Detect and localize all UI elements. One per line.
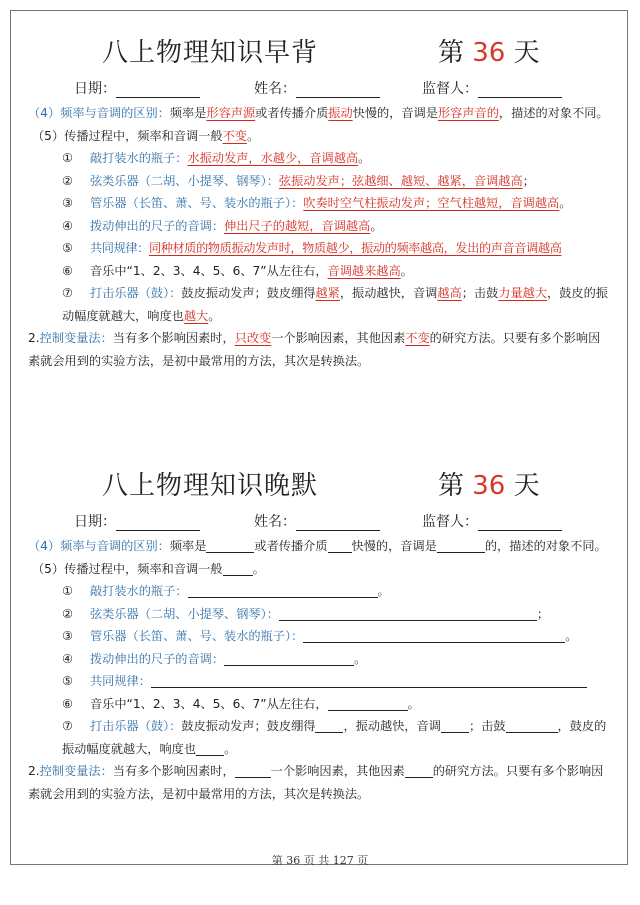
q5-heading: （5）传播过程中，频率和音调一般 [32, 128, 223, 143]
supervisor-field[interactable] [422, 78, 562, 98]
date-blank[interactable] [116, 515, 200, 531]
item-number: ② [62, 173, 73, 188]
supervisor-label: 监督人： [422, 514, 478, 530]
page-footer: 第 36 页 共 127 页 [271, 854, 369, 867]
q4-text: 或者传播介质 [255, 106, 329, 120]
list-item [28, 215, 612, 238]
fill-blank[interactable] [196, 741, 224, 756]
item-number: ① [62, 151, 73, 165]
q4-text: ，描述的对象不同。 [498, 106, 609, 120]
item-end: 。 [370, 218, 383, 233]
list-item [28, 670, 612, 693]
item-answer: 弦振动发声；弦越细、越短、越紧，音调越高 [278, 173, 523, 188]
item-label: 敲打装水的瓶子： [90, 151, 188, 165]
list-item [28, 282, 612, 327]
section-number: 2. [28, 764, 40, 778]
date-blank[interactable] [116, 82, 200, 98]
q5-line [28, 558, 612, 581]
supervisor-blank[interactable] [478, 515, 562, 531]
list-item [28, 625, 612, 648]
item-text: 鼓皮振动发声；鼓皮绷得 [181, 286, 316, 300]
list-item [28, 580, 612, 603]
q5-heading: （5）传播过程中，频率和音调一般 [32, 561, 223, 576]
fill-blank[interactable] [437, 538, 485, 553]
fill-blank[interactable] [188, 583, 378, 598]
item-answer: 音调越来越高 [327, 263, 401, 278]
evening-title: 八上物理知识晚默 [102, 471, 319, 501]
item-end: 。 [559, 196, 572, 210]
day-number: 36 [472, 471, 506, 501]
evening-header [10, 445, 628, 501]
item-text: 。 [208, 308, 221, 323]
fill-blank[interactable] [315, 718, 343, 733]
fill-blank[interactable] [223, 561, 253, 576]
list-item [28, 648, 612, 671]
fill-blank[interactable] [328, 696, 408, 711]
item-text: 鼓皮振动发声；鼓皮绷得 [181, 719, 316, 733]
control-label: 控制变量法： [39, 764, 113, 778]
q4-paragraph [28, 535, 612, 558]
q4-text: 快慢的，音调是 [352, 106, 438, 120]
fill-blank[interactable] [303, 628, 565, 643]
name-label: 姓名： [254, 514, 296, 530]
item-text: ，鼓皮的振动幅度就越大，响度也 [62, 286, 608, 323]
control-answer: 不变 [405, 331, 430, 345]
item-answer: 力量越大 [498, 286, 548, 300]
q4-answer: 形容声音的 [437, 106, 499, 120]
q4-answer: 振动 [328, 106, 353, 120]
evening-fields [10, 501, 628, 535]
q4-text: 的，描述的对象不同。 [484, 539, 607, 553]
item-number: ⑤ [62, 241, 73, 255]
item-label: 弦类乐器（二胡、小提琴、钢琴）： [90, 173, 279, 188]
item-end: 。 [377, 584, 390, 598]
item-number: ① [62, 584, 73, 598]
item-label: 管乐器（长笛、萧、号、装水的瓶子）： [90, 629, 304, 643]
evening-content [10, 535, 628, 805]
item-end: 。 [358, 151, 371, 165]
item-number: ④ [62, 651, 73, 666]
control-answer: 只改变 [234, 331, 272, 345]
item-number: ② [62, 606, 73, 621]
list-item [28, 603, 612, 626]
morning-day [438, 32, 540, 69]
item-number: ④ [62, 218, 73, 233]
q5-end: 。 [252, 561, 265, 576]
item-answer: 吹奏时空气柱振动发声；空气柱越短，音调越高 [303, 196, 560, 210]
q4-text: 快慢的，音调是 [351, 539, 437, 553]
supervisor-label: 监督人： [422, 81, 478, 97]
date-field[interactable] [74, 78, 200, 98]
item-label: 拨动伸出的尺子的音调： [90, 651, 225, 666]
list-item [28, 715, 612, 760]
item-number: ⑤ [62, 674, 73, 688]
item-end: ； [536, 606, 550, 621]
q4-text: 或者传播介质 [254, 539, 328, 553]
control-text: 一个影响因素，其他因素 [270, 764, 405, 778]
fill-blank[interactable] [405, 763, 433, 778]
date-label: 日期： [74, 514, 116, 530]
item-end: 。 [354, 651, 367, 666]
day-suffix: 天 [505, 38, 540, 68]
item-label: 管乐器（长笛、萧、号、装水的瓶子）： [90, 196, 304, 210]
item-answer: 同种材质的物质振动发声时，物质越少，振动的频率越高，发出的声音音调越高 [148, 241, 562, 255]
q5-answer: 不变 [222, 128, 247, 143]
q5-line [28, 125, 612, 148]
fill-blank[interactable] [328, 538, 352, 553]
q4-heading: （4）频率与音调的区别： [28, 539, 170, 553]
item-text: ，振动越快，音调 [339, 286, 438, 300]
fill-blank[interactable] [235, 763, 271, 778]
date-label: 日期： [74, 81, 116, 97]
item-label: 打击乐器（鼓）： [90, 286, 182, 300]
name-field[interactable] [254, 511, 380, 531]
item-text: 。 [224, 741, 237, 756]
list-item [28, 192, 612, 215]
day-suffix: 天 [505, 471, 540, 501]
item-label: 共同规律： [90, 241, 149, 255]
morning-title: 八上物理知识早背 [102, 38, 319, 68]
item-number: ③ [62, 196, 73, 210]
fill-blank[interactable] [279, 606, 537, 621]
name-field[interactable] [254, 78, 380, 98]
item-number: ⑥ [62, 696, 73, 711]
section-number: 2. [28, 331, 40, 345]
control-label: 控制变量法： [39, 331, 113, 345]
name-blank[interactable] [296, 515, 380, 531]
supervisor-field[interactable] [422, 511, 562, 531]
morning-section [10, 12, 628, 372]
q4-text: 频率是 [169, 539, 207, 553]
fill-blank[interactable] [506, 718, 558, 733]
item-number: ③ [62, 629, 73, 643]
control-text: 一个影响因素，其他因素 [271, 331, 406, 345]
list-item [28, 237, 612, 260]
morning-header [10, 12, 628, 68]
item-number: ⑦ [62, 719, 73, 733]
evening-day [438, 465, 540, 502]
item-answer: 越高 [437, 286, 462, 300]
fill-blank[interactable] [206, 538, 254, 553]
day-prefix: 第 [438, 471, 473, 501]
list-item [28, 170, 612, 193]
morning-content [10, 102, 628, 372]
control-text: 的研究方法。只要有多个影响因素就会用到的实验方法，是初中最常用的方法，其次是转换法。 [28, 764, 604, 801]
item-end: 。 [400, 263, 413, 278]
control-variable-paragraph [28, 760, 612, 805]
item-end: 。 [565, 629, 578, 643]
name-label: 姓名： [254, 81, 296, 97]
q5-end: 。 [246, 128, 260, 143]
control-variable-paragraph [28, 327, 612, 372]
item-text: 音乐中“1、2、3、4、5、6、7”从左往右， [90, 263, 328, 278]
fill-blank[interactable] [441, 718, 469, 733]
item-text: 音乐中“1、2、3、4、5、6、7”从左往右， [90, 696, 328, 711]
control-text: 的研究方法。只要有多个影响因素就会用到的实验方法，是初中最常用的方法，其次是转换法。 [28, 331, 601, 368]
control-text: 当有多个影响因素时， [112, 764, 235, 778]
item-number: ⑦ [62, 286, 73, 300]
item-text: ；击鼓 [468, 719, 506, 733]
list-item [28, 693, 612, 716]
list-item [28, 147, 612, 170]
item-label: 弦类乐器（二胡、小提琴、钢琴）： [90, 606, 279, 621]
item-text: ，鼓皮的振动幅度就越大，响度也 [62, 719, 607, 756]
day-prefix: 第 [438, 38, 473, 68]
q4-heading: （4）频率与音调的区别： [28, 106, 170, 120]
control-text: 当有多个影响因素时， [112, 331, 235, 345]
name-blank[interactable] [296, 82, 380, 98]
item-label: 打击乐器（鼓）： [90, 719, 182, 733]
supervisor-blank[interactable] [478, 82, 562, 98]
item-answer: 越大 [183, 308, 209, 323]
item-number: ⑥ [62, 263, 73, 278]
item-label: 共同规律： [90, 674, 151, 688]
q4-answer: 形容声源 [206, 106, 256, 120]
item-label: 敲打装水的瓶子： [90, 584, 188, 598]
date-field[interactable] [74, 511, 200, 531]
item-answer: 伸出尺子的越短，音调越高 [224, 218, 371, 233]
list-item [28, 260, 612, 283]
item-answer: 越紧 [315, 286, 340, 300]
item-end: 。 [407, 696, 420, 711]
day-number: 36 [472, 38, 506, 68]
q4-paragraph [28, 102, 612, 125]
fill-blank[interactable] [151, 673, 587, 688]
item-end: ； [522, 173, 535, 188]
evening-section [10, 445, 628, 805]
q4-text: 频率是 [169, 106, 207, 120]
morning-fields [10, 68, 628, 102]
item-answer: 水振动发声，水越少，音调越高 [187, 151, 359, 165]
item-text: ；击鼓 [461, 286, 499, 300]
item-label: 拨动伸出的尺子的音调： [90, 218, 225, 233]
item-text: ，振动越快，音调 [343, 719, 441, 733]
fill-blank[interactable] [224, 651, 354, 666]
